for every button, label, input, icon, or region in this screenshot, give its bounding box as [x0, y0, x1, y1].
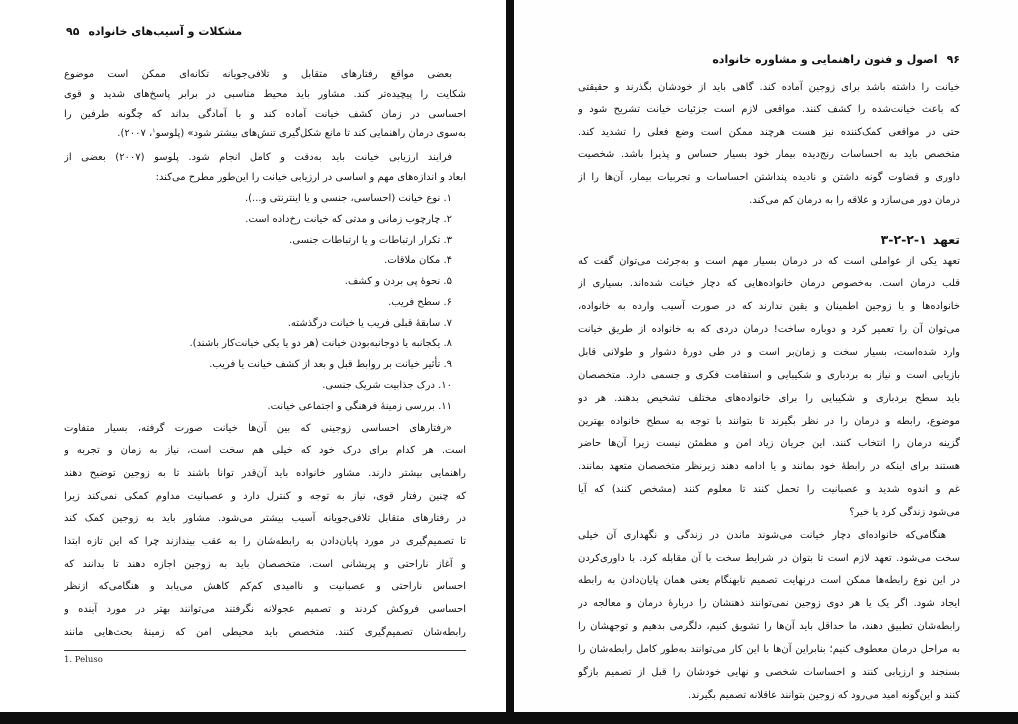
text-line: که چنین رفتار قوی، نیاز به توجه و کنترل دارد و عصبانیت مداوم کمکی نمی‌کند زیرا [64, 490, 466, 502]
footnote: 1. Peluso [64, 655, 103, 665]
text-line: تا تصمیم‌گیری در مورد پایان‌دادن به رابطه‌شان را به عقب بیندازند چرا که این تازه ابتدا [64, 535, 466, 547]
scan-border [0, 712, 1018, 724]
list-item: ۹. تأثیر خیانت بر روابط قبل و بعد از کشف خیانت یا فریب. [209, 359, 452, 371]
list-item: ۵. نحوهٔ پی بردن و کشف. [344, 276, 452, 288]
text-line: بسنجند و ارزیابی کنند و احساسات شخصی و نهایی خودشان را قبل از تصمیم بازگو [578, 666, 960, 678]
list-item: ۱۱. بررسی زمینهٔ فرهنگی و اجتماعی خیانت. [267, 400, 452, 412]
footnote-marker: ۱ [152, 127, 156, 135]
text-line: می‌شود زندگی کرد یا خیر؟ [849, 506, 960, 518]
text-line: گزینه درمان را انتخاب کنند. این جریان زیاد امن و مطمئن نیست زیرا آن‌ها حاضر [578, 438, 960, 450]
list-item: ۷. سابقهٔ قبلی فریب یا خیانت درگذشته. [287, 317, 452, 329]
running-title: مشکلات و آسیب‌های خانواده [88, 25, 243, 38]
assessment-list-block [64, 148, 466, 418]
list-item: ۲. چارچوب زمانی و مدتی که خیانت رخ‌داده است. [245, 213, 452, 225]
text-line: می‌توان آن را تعمیر کرد و دوباره ساخت! درمان دردی که به خانواده از طریق خیانت [578, 324, 960, 336]
text-line: احساس ناراحتی و عصبانیت و ناامیدی کم‌کم کاهش می‌یابد و هنگامی‌که ازنظر [64, 581, 466, 593]
text-line: احساسی در زمان کشف خیانت آماده کند و با آمادگی بداند که چگونه طرفین را [64, 108, 466, 120]
text-line: غم و اندوه شدید و عصبانیت را تحمل کنند تا معلوم کنند (مشخص کنند) که آیا [578, 484, 960, 496]
text-line: خیانت را داشته باشد برای زوجین آماده کند. گاهی باید از خودشان بگذرند و حقیقتی [578, 81, 960, 93]
paragraph [578, 77, 960, 213]
list-item: ۳. تکرار ارتباطات و یا ارتباطات جنسی. [289, 234, 452, 246]
text-line: حتی در مواقعی کمک‌کننده نیز هست هرچند ممکن است وضع فعلی را تشدید کند. [578, 126, 960, 138]
text-line: کنند و این‌گونه امید می‌رود که زوجین بتوانند عاقلانه تصمیم بگیرند. [688, 689, 960, 701]
page-gutter [506, 0, 514, 712]
text-line: بعضی مواقع رفتارهای متقابل و تلافی‌جویانه تکانه‌ای ممکن است موضوع [64, 69, 452, 80]
text-line: به مراحل درمان معطوف کنیم؛ بنابراین آن‌ها با این کار می‌توانند به‌طور کامل رابطه‌شان را [578, 643, 960, 655]
text-line: خانواده‌ها و یا زوجین اطمینان و یقین ندارند که در صورت آسیب وارده به خانواده، [578, 301, 960, 313]
text-line: هنگامی‌که خانواده‌ای دچار خیانت می‌شوند ماندن در زندگی و نگهداری آن خیلی [578, 529, 946, 541]
running-title: اصول و فنون راهنمایی و مشاوره خانواده [712, 53, 938, 66]
left-page [0, 0, 506, 712]
text-line [64, 124, 466, 144]
paragraph [578, 251, 960, 708]
list-item: ۸. یکجانبه یا دوجانبه‌بودن خیانت (هر دو یا یکی خیانت‌کار باشند). [189, 338, 452, 350]
text-line: در رفتارهای متقابل تلافی‌جویانه آسیب بیشتر می‌شود. مشاور باید به زوجین کمک کند [64, 513, 466, 525]
text-line: احساسی فروکش کردند و تصمیم عجولانه نگرفتند می‌توانند بهتر در مورد آینده و [64, 603, 466, 615]
text-line: بازیابی است و نیاز به بردباری و شکیبایی و استقامت فکری و جسمی دارد. متخصصان [578, 369, 960, 381]
text-segment: ، ۲۰۰۷). [117, 128, 153, 140]
paragraph [64, 65, 466, 144]
body-text [64, 0, 466, 712]
text-line: رابطه‌شان تطبیق دهند، ما حداقل باید آن‌ها را تشویق کنیم، دلگرمی بدهیم و توجهشان را [578, 621, 960, 633]
text-line: تعهد یکی از عواملی است که در درمان بسیار مهم است و به‌جرئت می‌توان گفت که [578, 255, 960, 267]
right-page [514, 0, 1018, 712]
text-line: داوری و قضاوت گونه داشتن و نادیده پنداشتن احساسات و تجربیات بیمار، آن‌ها را از [578, 172, 960, 184]
list-item: ۱۰. درک جذابیت شریک جنسی. [322, 379, 452, 391]
text-line: وارد شده‌است، بسیار سخت و زمان‌بر است و در طی دورهٔ دشوار و طولانی قابل [578, 346, 960, 358]
text-line: سخت می‌شود. تعهد لازم است تا بتوان در شرایط سخت با آن مقابله کرد. با داوری‌کردن [578, 552, 960, 564]
text-segment: به‌سوی درمان راهنمایی کند تا مانع شکل‌گیری تنش‌های بیشتر شود» (پلوسو [155, 128, 466, 140]
section-title: تعهد [932, 232, 960, 247]
text-line: قلب درمان است. به‌خصوص درمان خانواده‌هایی که دچار خیانت شده‌اند. بسیاری از [578, 278, 960, 290]
text-line: و آغاز ناراحتی و پریشانی است. متخصصان باید به زوجین اجازه دهند تا بدانند که [64, 558, 466, 570]
text-line: راهنمایی بیشتر دارند. مشاور خانواده باید آن‌قدر توانا باشند تا به زوجین توضیح دهند [64, 468, 466, 479]
paragraph [64, 418, 466, 645]
section-heading [578, 229, 960, 251]
text-line: متخصص باید به احساسات رنج‌دیده بیمار خود بسیار حساس و پذیرا باشد. شخصیت [578, 149, 960, 161]
text-line: است. هر کدام برای درک خود که خیلی هم سخت است، نیاز به زمان و تجربه و [64, 445, 466, 457]
page-number: ۹۶ [946, 53, 960, 66]
list-item: ۴. مکان ملاقات. [384, 255, 452, 267]
text-line: ابعاد و اندازه‌های مهم و اساسی در ارزیابی خیانت را این‌طور مطرح می‌کند: [155, 172, 466, 184]
list-item: ۱. نوع خیانت (احساسی، جنسی و یا اینترنتی و...). [244, 193, 452, 205]
text-line: در این نوع رابطه‌ها ممکن است درنهایت تصمیم نابهنگام یعنی همان پایان‌دادن به رابطه [578, 575, 960, 587]
section-number: ۳-۲-۲-۱ [880, 232, 927, 247]
list-item: ۶. سطح فریب. [388, 296, 452, 308]
page-number: ۹۵ [66, 25, 80, 38]
text-line: که باعث خیانت‌شده را کشف کنند. مواقعی لازم است جزئیات خیانت تشریح شود و [578, 104, 960, 116]
body-text [578, 0, 960, 712]
footnote-rule [64, 650, 466, 651]
text-line: هستند برای اینکه در رابطهٔ خود بمانند و یا ادامه دهند زیرنظر متخصصان متعهد بمانند. [578, 461, 960, 473]
text-line: رابطه‌شان تصمیم‌گیری کنند. متخصص باید محیطی امن که زمینهٔ بحث‌هایی مانند [64, 626, 466, 638]
text-line: درمان دور می‌سازد و علاقه را به درمان کم می‌کند. [749, 194, 960, 206]
text-line: باید سطح بردباری و شکیبایی را برای خانواده‌های مختلف تشخیص بدهند. هر دو [578, 392, 960, 404]
text-line: ایجاد شود. اگر یک یا هر دوی زوجین نمی‌توانند ذهنشان را دربارهٔ درمان و معالجه در [578, 598, 960, 610]
text-line: فرایند ارزیابی خیانت باید به‌دقت و کامل انجام شود. پلوسو (۲۰۰۷) بعضی از [64, 151, 452, 163]
text-line: شکایت را پیچیده‌تر کند. مشاور باید محیط مناسبی در برابر پاسخ‌های شدید و قوی [64, 88, 466, 100]
text-line: موضوع، رابطه و درمان را در نظر بگیرند تا بتوانند با توجه به سطح خانواده بهترین [578, 415, 960, 427]
text-line: «رفتارهای احساسی زوجینی که بین آن‌ها خیانت صورت گرفته، بسیار متفاوت [64, 422, 452, 434]
